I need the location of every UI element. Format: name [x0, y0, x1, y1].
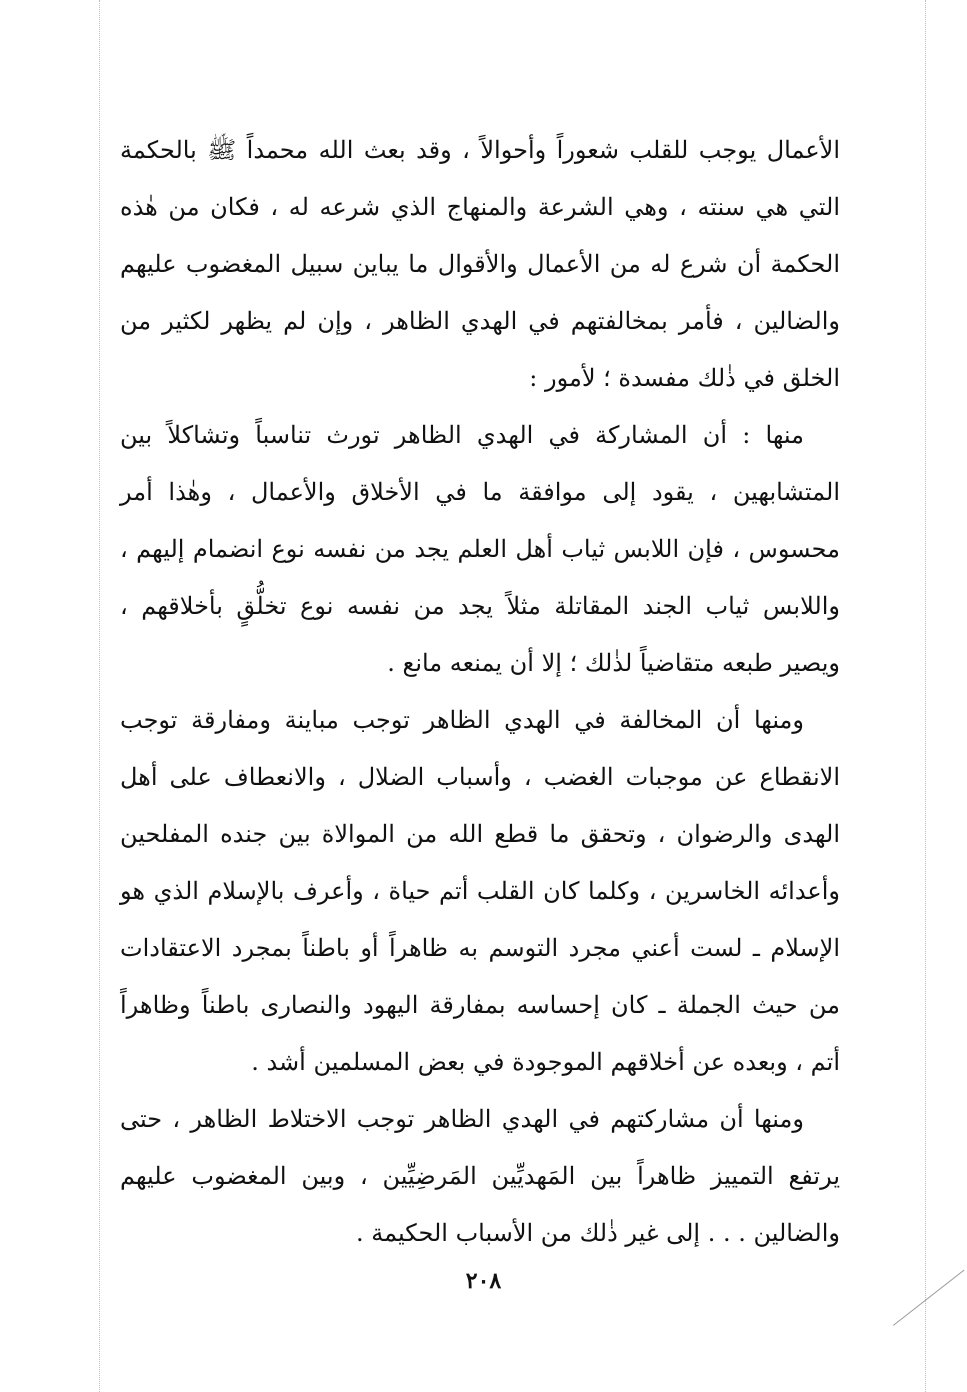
right-dotted-margin-line [925, 0, 926, 1392]
body-text [120, 122, 840, 1262]
paragraph-3: ومنها أن المخالفة في الهدي الظاهر توجب مباينة ومفارقة توجب الانقطاع عن موجبات الغضب ، وأسباب الضلال ، والانعطاف على أهل الهدى والرضوان ، وتحقق ما قطع الله من الموالاة بين جنده المفلحين وأعدائه الخاسرين ، وكلما كان القلب أتم حياة ، وأعرف بالإسلام الذي هو الإسلام ـ لست أعني مجرد التوسم به ظاهراً أو باطناً بمجرد الاعتقادات من حيث الجملة ـ كان إحساسه بمفارقة اليهود والنصارى باطناً وظاهراً أتم ، وبعده عن أخلاقهم الموجودة في بعض المسلمين أشد . [120, 706, 840, 1076]
left-dotted-margin-line [99, 0, 100, 1392]
paragraph-4: ومنها أن مشاركتهم في الهدي الظاهر توجب الاختلاط الظاهر ، حتى يرتفع التمييز ظاهراً بين المَهديِّين المَرضِيِّين ، وبين المغضوب عليهم والضالين . . . إلى غير ذٰلك من الأسباب الحكيمة . [120, 1105, 840, 1247]
paragraph-1: الأعمال يوجب للقلب شعوراً وأحوالاً ، وقد بعث الله محمداً ﷺ بالحكمة التي هي سنته ، وهي الشرعة والمنهاج الذي شرعه له ، فكان من هٰذه الحكمة أن شرع له من الأعمال والأقوال ما يباين سبيل المغضوب عليهم والضالين ، فأمر بمخالفتهم في الهدي الظاهر ، وإن لم يظهر لكثير من الخلق في ذٰلك مفسدة ؛ لأمور : [120, 136, 840, 392]
paragraph-2: منها : أن المشاركة في الهدي الظاهر تورث تناسباً وتشاكلاً بين المتشابهين ، يقود إلى موافقة ما في الأخلاق والأعمال ، وهٰذا أمر محسوس ، فإن اللابس ثياب أهل العلم يجد من نفسه نوع انضمام إليهم ، واللابس ثياب الجند المقاتلة مثلاً يجد من نفسه نوع تخلُّقٍ بأخلاقهم ، ويصير طبعه متقاضياً لذٰلك ؛ إلا أن يمنعه مانع . [120, 421, 840, 677]
page-number: ٢٠٨ [465, 1268, 502, 1294]
